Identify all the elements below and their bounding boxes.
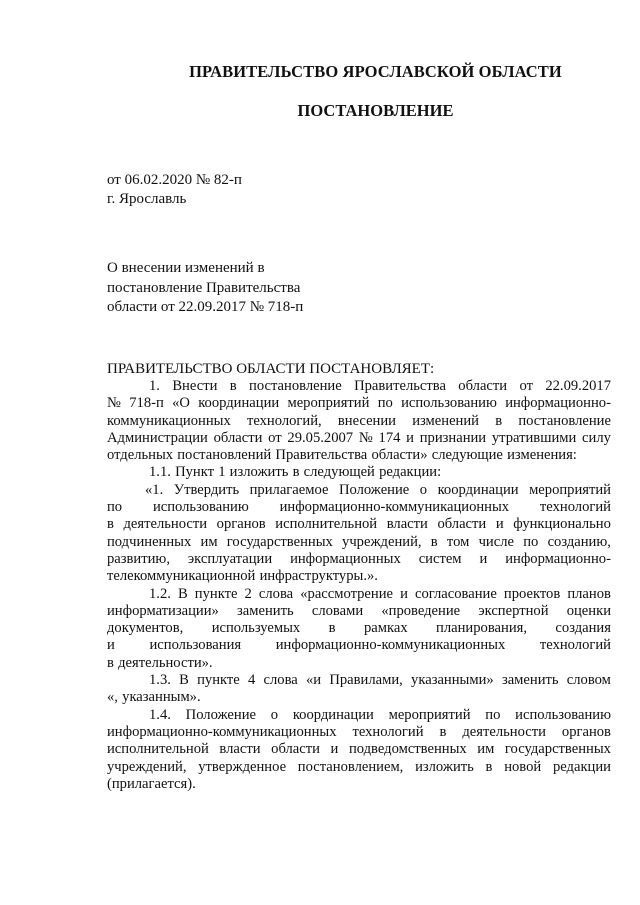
organization-title: ПРАВИТЕЛЬСТВО ЯРОСЛАВСКОЙ ОБЛАСТИ (189, 62, 562, 81)
paragraph-line: «1. Утвердить прилагаемое Положение о координации мероприятий (145, 481, 611, 498)
paragraph-line: подчиненных им государственных учреждений, в том числе по созданию, (107, 533, 611, 550)
paragraph-line: учреждений, утвержденное постановлением, изложить в новой редакции (107, 758, 611, 775)
paragraph-line: 1.4. Положение о координации мероприятий по использованию (149, 706, 611, 723)
paragraph (107, 482, 611, 586)
paragraph (107, 586, 611, 672)
paragraph-line: отдельных постановлений Правительства области» следующие изменения: (107, 447, 577, 464)
paragraph (107, 672, 611, 707)
paragraph-line: (прилагается). (107, 775, 196, 792)
paragraph-line: в деятельности органов исполнительной власти области и функционально (107, 516, 611, 533)
document-subject (107, 259, 303, 318)
paragraph-line: документов, используемых в рамках планирования, создания (107, 620, 611, 637)
paragraph-line: информатизации» заменить словами «проведение экспертной оценки (107, 602, 611, 619)
document-meta (107, 171, 242, 209)
date-number: от 06.02.2020 № 82-п (107, 172, 242, 188)
paragraph-line: 1. Внести в постановление Правительства области от 22.09.2017 (149, 378, 611, 394)
subject-line: постановление Правительства (107, 279, 301, 296)
paragraph-line: по использованию информационно-коммуникационных технологий (107, 499, 611, 516)
document-type-heading: ПОСТАНОВЛЕНИЕ (297, 101, 454, 120)
paragraph-line: в деятельности». (107, 654, 213, 671)
paragraph-line: 1.2. В пункте 2 слова «рассмотрение и согласование проектов планов (149, 585, 611, 602)
document-body (107, 378, 611, 793)
city: г. Ярославль (107, 191, 187, 207)
paragraph (107, 464, 611, 481)
paragraph-line: исполнительной власти области и подведомственных им государственных (107, 741, 611, 758)
paragraph-line: информационно-коммуникационных технологий в деятельности органов (107, 723, 611, 740)
paragraph-line: «, указанным». (107, 689, 201, 706)
subject-line: области от 22.09.2017 № 718-п (107, 299, 304, 315)
paragraph (107, 707, 611, 793)
enacting-clause: ПРАВИТЕЛЬСТВО ОБЛАСТИ ПОСТАНОВЛЯЕТ: (107, 361, 435, 377)
subject-line: О внесении изменений в (107, 260, 265, 276)
paragraph-line: и использования информационно-коммуникационных технологий (107, 637, 611, 654)
paragraph-line: № 718-п «О координации мероприятий по использованию информационно- (107, 395, 611, 412)
paragraph (107, 378, 611, 464)
paragraph-line: телекоммуникационной инфраструктуры.». (107, 568, 378, 585)
paragraph-line: Администрации области от 29.05.2007 № 174 и признании утратившими силу (107, 429, 611, 446)
paragraph-line: коммуникационных технологий, внесении изменений в постановление (107, 412, 611, 429)
paragraph-line: развитию, эксплуатации информационных систем и информационно- (107, 550, 611, 567)
paragraph-line: 1.3. В пункте 4 слова «и Правилами, указанными» заменить словом (149, 672, 611, 689)
paragraph-line: 1.1. Пункт 1 изложить в следующей редакции: (149, 464, 442, 481)
